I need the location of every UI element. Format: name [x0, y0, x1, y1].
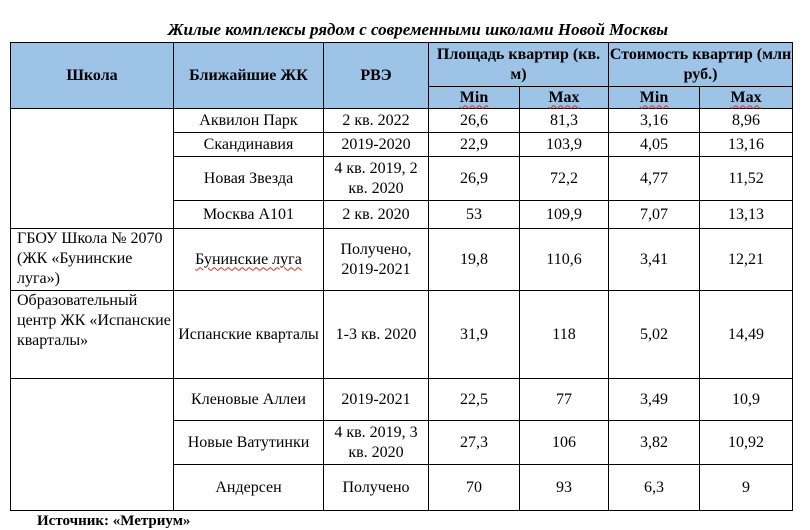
- header-area-max: Max: [520, 87, 609, 109]
- area-min-cell: 22,5: [429, 379, 520, 421]
- rve-cell: Получено: [324, 465, 429, 511]
- area-min-cell: 26,9: [429, 157, 520, 201]
- price-min-cell: 7,07: [609, 201, 700, 229]
- header-rve: РВЭ: [324, 43, 429, 109]
- area-min-cell: 53: [429, 201, 520, 229]
- header-price-max: Max: [700, 87, 793, 109]
- area-min-cell: 26,6: [429, 109, 520, 133]
- area-max-cell: 72,2: [520, 157, 609, 201]
- price-min-cell: 3,49: [609, 379, 700, 421]
- area-max-cell: 93: [520, 465, 609, 511]
- header-school: Школа: [11, 43, 174, 109]
- area-max-cell: 110,6: [520, 229, 609, 291]
- header-price: Стоимость квартир (млн руб.): [609, 43, 793, 87]
- area-min-cell: 70: [429, 465, 520, 511]
- area-max-cell: 103,9: [520, 133, 609, 157]
- price-min-cell: 6,3: [609, 465, 700, 511]
- complex-cell: Кленовые Аллеи: [174, 379, 324, 421]
- table-row: [11, 379, 793, 421]
- school-cell: Образовательный центр ЖК «Испанские кварталы»: [11, 291, 174, 379]
- school-cell: [11, 109, 174, 229]
- table-row: [11, 291, 793, 379]
- price-min-cell: 4,05: [609, 133, 700, 157]
- table-body: [11, 109, 793, 511]
- price-min-cell: 5,02: [609, 291, 700, 379]
- price-max-cell: 8,96: [700, 109, 793, 133]
- area-max-cell: 81,3: [520, 109, 609, 133]
- table-row: [11, 109, 793, 133]
- complex-cell: Москва А101: [174, 201, 324, 229]
- price-max-cell: 13,13: [700, 201, 793, 229]
- table-title: Жилые комплексы рядом с современными школами Новой Москвы: [167, 20, 669, 39]
- header-price-min: Min: [609, 87, 700, 109]
- area-min-cell: 31,9: [429, 291, 520, 379]
- complex-cell: Аквилон Парк: [174, 109, 324, 133]
- rve-cell: 4 кв. 2019, 3 кв. 2020: [324, 421, 429, 465]
- price-min-cell: 3,41: [609, 229, 700, 291]
- schools-table: [10, 42, 793, 511]
- complex-cell: [174, 229, 324, 291]
- rve-cell: 2019-2021: [324, 379, 429, 421]
- area-min-cell: 22,9: [429, 133, 520, 157]
- price-max-cell: 14,49: [700, 291, 793, 379]
- price-min-cell: 3,82: [609, 421, 700, 465]
- price-max-cell: 10,92: [700, 421, 793, 465]
- price-max-cell: 13,16: [700, 133, 793, 157]
- price-max-cell: 10,9: [700, 379, 793, 421]
- area-max-cell: 118: [520, 291, 609, 379]
- school-cell: ГБОУ Школа № 2070 (ЖК «Бунинские луга»): [11, 229, 174, 291]
- source-note: Источник: «Метриум»: [37, 513, 191, 529]
- rve-cell: Получено, 2019-2021: [324, 229, 429, 291]
- area-max-cell: 109,9: [520, 201, 609, 229]
- area-min-cell: 19,8: [429, 229, 520, 291]
- table-row: [11, 229, 793, 291]
- rve-cell: 2 кв. 2022: [324, 109, 429, 133]
- complex-cell: Скандинавия: [174, 133, 324, 157]
- complex-cell: Новая Звезда: [174, 157, 324, 201]
- header-area-min: Min: [429, 87, 520, 109]
- rve-cell: 2 кв. 2020: [324, 201, 429, 229]
- rve-cell: 4 кв. 2019, 2 кв. 2020: [324, 157, 429, 201]
- price-min-cell: 4,77: [609, 157, 700, 201]
- area-max-cell: 77: [520, 379, 609, 421]
- area-min-cell: 27,3: [429, 421, 520, 465]
- rve-cell: 1-3 кв. 2020: [324, 291, 429, 379]
- header-complexes: Ближайшие ЖК: [174, 43, 324, 109]
- header-area: Площадь квартир (кв. м): [429, 43, 609, 87]
- price-max-cell: 11,52: [700, 157, 793, 201]
- complex-name: Бунинские луга: [195, 250, 302, 268]
- complex-cell: Испанские кварталы: [174, 291, 324, 379]
- rve-cell: 2019-2020: [324, 133, 429, 157]
- area-max-cell: 106: [520, 421, 609, 465]
- school-cell: [11, 379, 174, 511]
- complex-cell: Новые Ватутинки: [174, 421, 324, 465]
- complex-cell: Андерсен: [174, 465, 324, 511]
- price-max-cell: 9: [700, 465, 793, 511]
- price-min-cell: 3,16: [609, 109, 700, 133]
- price-max-cell: 12,21: [700, 229, 793, 291]
